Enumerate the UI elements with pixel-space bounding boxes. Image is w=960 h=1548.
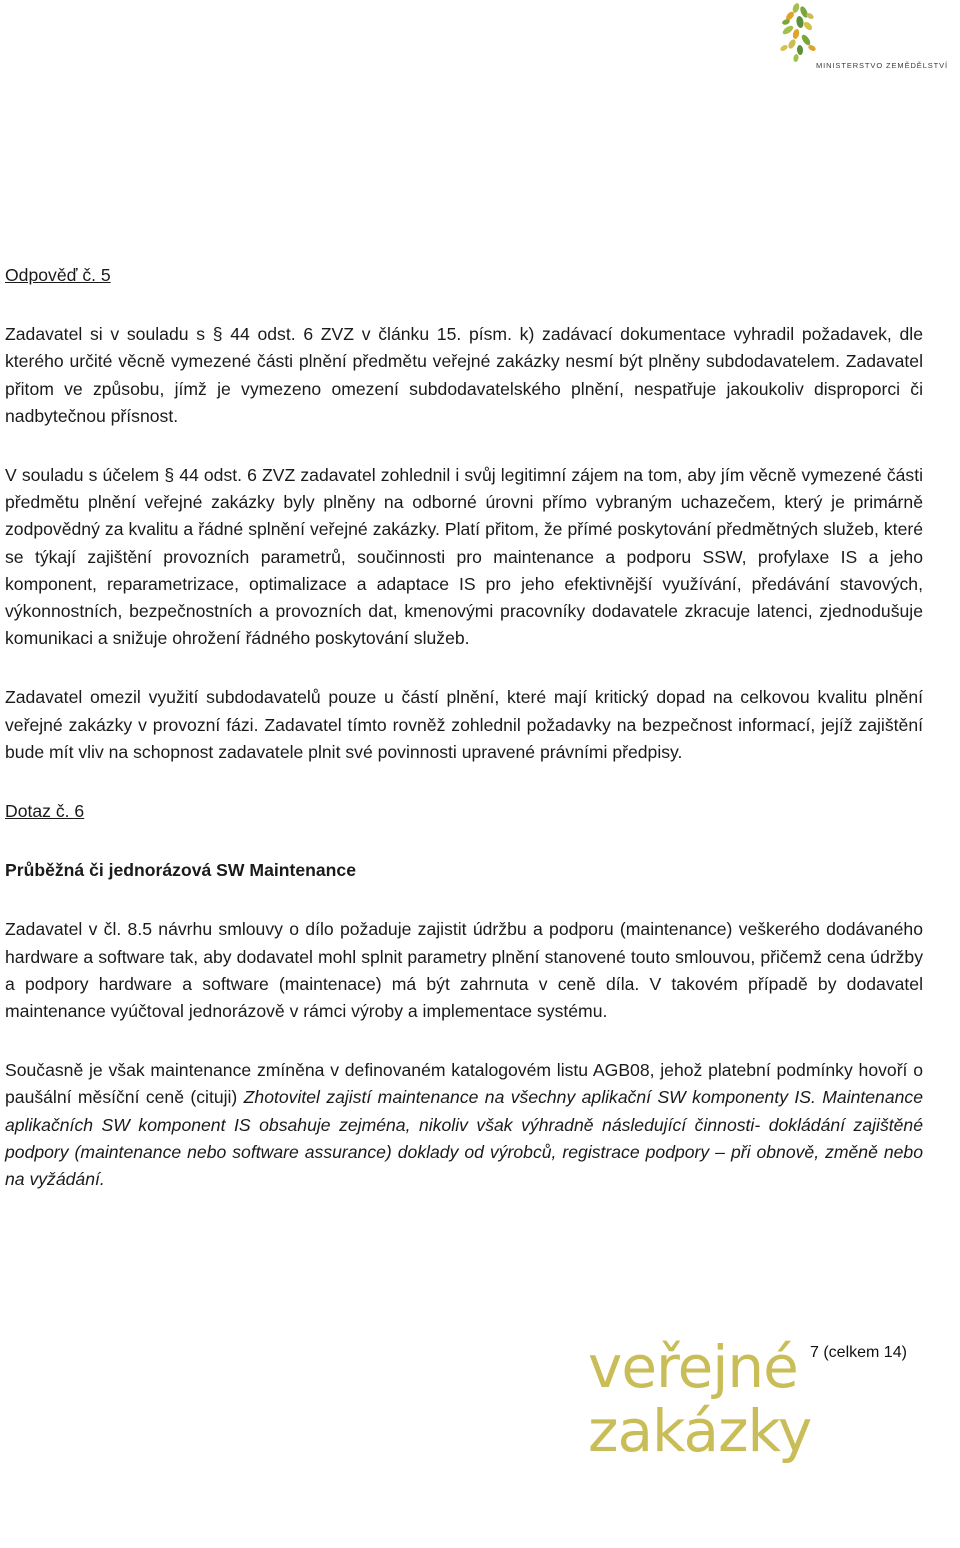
- ministry-logo: [776, 0, 960, 80]
- question-paragraph-2: [5, 1057, 923, 1193]
- answer-paragraph-2: V souladu s účelem § 44 odst. 6 ZVZ zadavatel zohlednil i svůj legitimní zájem na tom, aby jím věcně vymezené části předmětu plnění veřejné zakázky byly plněny na odborné úrovni přímo vybraným uchazečem, který je primárně zodpovědný za kvalitu a řádné splnění veřejné zakázky. Platí přitom, že přímé poskytování předmětných služeb, které se týkají zajištění provozních parametrů, součinnosti pro maintenance a podporu SSW, profylaxe IS a jeho komponent, reparametrizace, optimalizace a adaptace IS pro jeho efektivnější využívání, předávání stavových, výkonnostních, bezpečnostních a provozních dat, kmenovými pracovníky dodavatele zkracuje latenci, zjednodušuje komunikaci a snižuje ohrožení řádného poskytování služeb.: [5, 465, 923, 649]
- logo-text: MINISTERSTVO ZEMĚDĚLSTVÍ: [816, 61, 949, 70]
- document-body: [5, 262, 923, 1193]
- brand-word-2: zakázky: [588, 1397, 812, 1465]
- page-number: 7 (celkem 14): [810, 1344, 907, 1361]
- footer-brand: [588, 1330, 918, 1490]
- question-paragraph-1: Zadavatel v čl. 8.5 návrhu smlouvy o dílo požaduje zajistit údržbu a podporu (maintenance) veškerého dodávaného hardware a software tak, aby dodavatel mohl splnit parametry plnění stanovené touto smlouvou, přičemž cena údržby a podpory hardware a software (maintenace) má být zahrnuta v ceně díla. V takovém případě by dodavatel maintenance vyúčtoval jednorázově v rámci výroby a implementace systému.: [5, 919, 923, 1022]
- question-paragraph-2-text: Současně je však maintenance zmíněna v definovaném katalogovém listu AGB08, jehož platební podmínky hovoří o paušální měsíční ceně (cituji): [5, 1060, 923, 1108]
- brand-word-1: veřejné: [588, 1333, 798, 1401]
- answer-paragraph-3: Zadavatel omezil využití subdodavatelů pouze u částí plnění, které mají kritický dopad na celkovou kvalitu plnění veřejné zakázky v provozní fázi. Zadavatel tímto rovněž zohlednil požadavky na bezpečnost informací, jejíž zajištění bude mít vliv na schopnost zadavatele plnit své povinnosti upravené právními předpisy.: [5, 687, 923, 762]
- question-paragraph-2-quote: Zhotovitel zajistí maintenance na všechny aplikační SW komponenty IS. Maintenance aplikačních SW komponent IS obsahuje zejména, nikoliv však výhradně následující činnosti- dokládání zajištěné podpory (maintenance nebo software assurance) doklady od výrobců, registrace podpory – při obnově, změně nebo na vyžádání.: [5, 1087, 923, 1190]
- question-title: Průběžná či jednorázová SW Maintenance: [5, 860, 356, 881]
- answer-paragraph-1: Zadavatel si v souladu s § 44 odst. 6 ZVZ v článku 15. písm. k) zadávací dokumentace vyhradil požadavek, dle kterého určité věcně vymezené části plnění předmětu veřejné zakázky nesmí být plněny subdodavatelem. Zadavatel přitom ve způsobu, jímž je vymezeno omezení subdodavatelského plnění, nespatřuje jakoukoliv disproporci či nadbytečnou přísnost.: [5, 324, 923, 426]
- question-heading: Dotaz č. 6: [5, 801, 85, 822]
- answer-heading: Odpověď č. 5: [5, 265, 111, 285]
